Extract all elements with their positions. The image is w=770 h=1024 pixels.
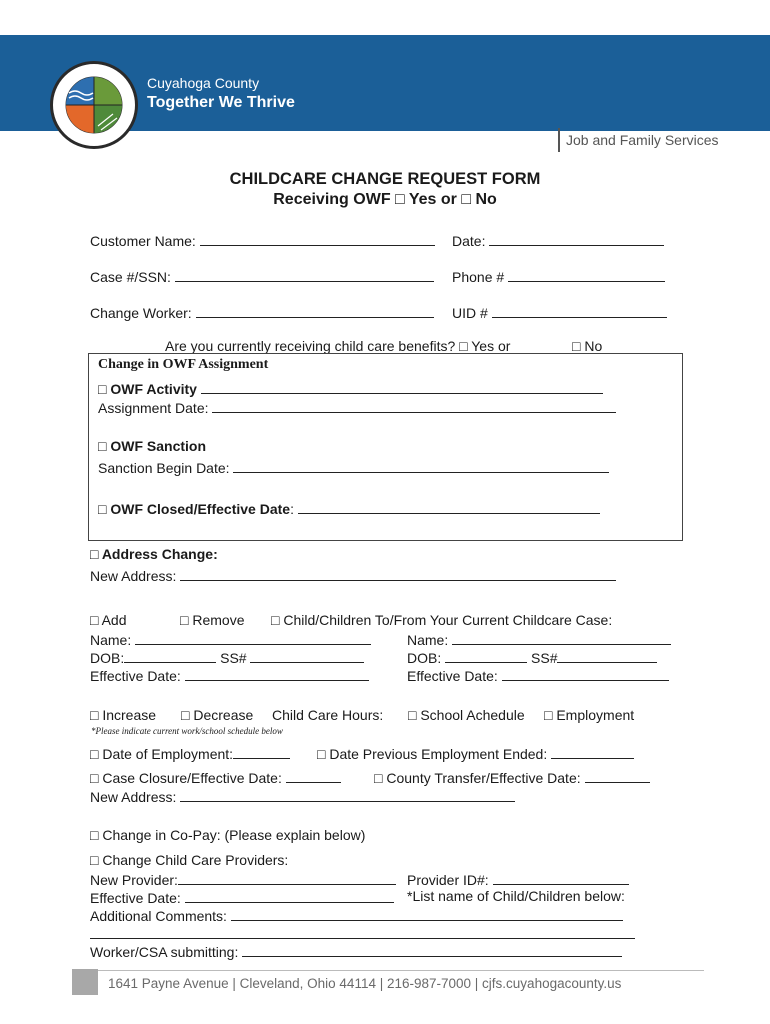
change-providers-checkbox[interactable]: □ Change Child Care Providers: bbox=[90, 852, 289, 868]
county-transfer-checkbox[interactable]: □ County Transfer/Effective Date: bbox=[374, 770, 581, 786]
new-address-2-row bbox=[90, 787, 515, 805]
assignment-date-field[interactable] bbox=[212, 398, 616, 413]
customer-name-label: Customer Name: bbox=[90, 233, 196, 249]
child2-name-field[interactable] bbox=[452, 630, 671, 645]
provider-effective-label: Effective Date: bbox=[90, 890, 181, 906]
child2-name-label: Name: bbox=[407, 632, 449, 648]
child1-name-row bbox=[90, 630, 371, 648]
prev-employment-row bbox=[317, 744, 634, 762]
new-provider-row bbox=[90, 870, 396, 888]
county-name: Cuyahoga County bbox=[147, 75, 260, 91]
comments-label: Additional Comments: bbox=[90, 908, 227, 924]
child1-effective-row bbox=[90, 666, 369, 684]
county-transfer-row bbox=[374, 768, 650, 786]
uid-label: UID # bbox=[452, 305, 488, 321]
provider-id-label: Provider ID#: bbox=[407, 872, 489, 888]
owf-closed-checkbox[interactable]: □ OWF Closed/Effective Date bbox=[98, 501, 291, 517]
owf-sanction-checkbox[interactable]: □ OWF Sanction bbox=[98, 438, 207, 454]
date-field[interactable] bbox=[489, 231, 664, 246]
child1-dob-row bbox=[90, 648, 364, 666]
change-worker-field[interactable] bbox=[196, 303, 434, 318]
owf-activity-checkbox[interactable]: □ OWF Activity bbox=[98, 381, 197, 397]
date-employment-row bbox=[90, 744, 290, 762]
child2-effective-label: Effective Date: bbox=[407, 668, 498, 684]
new-address-field[interactable] bbox=[180, 566, 616, 581]
child1-ss-label: SS# bbox=[220, 650, 247, 666]
date-label: Date: bbox=[452, 233, 486, 249]
new-provider-field[interactable] bbox=[178, 870, 396, 885]
child2-dob-field[interactable] bbox=[445, 648, 527, 663]
uid-field[interactable] bbox=[492, 303, 667, 318]
new-address-row bbox=[90, 566, 616, 584]
case-closure-row bbox=[90, 768, 341, 786]
school-schedule-checkbox[interactable]: □ School Achedule bbox=[408, 707, 525, 723]
children-description: □ Child/Children To/From Your Current Childcare Case: bbox=[271, 612, 613, 628]
new-address-2-field[interactable] bbox=[180, 787, 515, 802]
case-ssn-row bbox=[90, 267, 434, 285]
sanction-begin-label: Sanction Begin Date: bbox=[98, 460, 230, 476]
child1-effective-label: Effective Date: bbox=[90, 668, 181, 684]
provider-id-row bbox=[407, 870, 629, 888]
footer-rule bbox=[98, 970, 704, 971]
case-closure-field[interactable] bbox=[286, 768, 341, 783]
copay-checkbox[interactable]: □ Change in Co-Pay: (Please explain below) bbox=[90, 827, 366, 843]
child2-ss-field[interactable] bbox=[557, 648, 657, 663]
owf-section-heading: Change in OWF Assignment bbox=[98, 357, 269, 372]
remove-checkbox[interactable]: □ Remove bbox=[180, 612, 245, 628]
prev-employment-checkbox[interactable]: □ Date Previous Employment Ended: bbox=[317, 746, 548, 762]
date-row bbox=[452, 231, 664, 249]
child2-dob-row bbox=[407, 648, 657, 666]
owf-closed-row bbox=[98, 499, 600, 517]
child1-dob-label: DOB: bbox=[90, 650, 125, 666]
footer-marker bbox=[72, 969, 98, 995]
comments-row bbox=[90, 906, 623, 924]
change-worker-row bbox=[90, 303, 434, 321]
owf-closed-field[interactable] bbox=[298, 499, 600, 514]
provider-effective-row bbox=[90, 888, 394, 906]
child2-dob-label: DOB: bbox=[407, 650, 442, 666]
child1-dob-field[interactable] bbox=[124, 648, 216, 663]
child1-name-label: Name: bbox=[90, 632, 132, 648]
phone-field[interactable] bbox=[508, 267, 665, 282]
child2-effective-field[interactable] bbox=[502, 666, 669, 681]
schedule-note: *Please indicate current work/school schedule below bbox=[91, 726, 283, 736]
child2-ss-label: SS# bbox=[531, 650, 558, 666]
change-worker-label: Change Worker: bbox=[90, 305, 192, 321]
new-address-2-label: New Address: bbox=[90, 789, 177, 805]
increase-checkbox[interactable]: □ Increase bbox=[90, 707, 157, 723]
prev-employment-field[interactable] bbox=[551, 744, 634, 759]
list-children-label: *List name of Child/Children below: bbox=[407, 888, 625, 904]
comments-field[interactable] bbox=[231, 906, 623, 921]
comments-line-2 bbox=[90, 924, 635, 942]
form-title: CHILDCARE CHANGE REQUEST FORM bbox=[229, 170, 541, 188]
worker-submitting-field[interactable] bbox=[242, 942, 622, 957]
assignment-date-row bbox=[98, 398, 616, 416]
child1-effective-field[interactable] bbox=[185, 666, 369, 681]
child1-name-field[interactable] bbox=[135, 630, 371, 645]
provider-effective-field[interactable] bbox=[185, 888, 394, 903]
decrease-checkbox[interactable]: □ Decrease bbox=[181, 707, 254, 723]
owf-activity-field[interactable] bbox=[201, 379, 603, 394]
case-closure-checkbox[interactable]: □ Case Closure/Effective Date: bbox=[90, 770, 282, 786]
sanction-begin-row bbox=[98, 458, 609, 476]
child-care-hours-label: Child Care Hours: bbox=[272, 707, 384, 723]
footer-contact: 1641 Payne Avenue | Cleveland, Ohio 44114 | 216-987-7000 | cjfs.cuyahogacounty.us bbox=[108, 976, 622, 991]
customer-name-row bbox=[90, 231, 435, 249]
comments-field-2[interactable] bbox=[90, 924, 635, 939]
date-employment-checkbox[interactable]: □ Date of Employment: bbox=[90, 746, 234, 762]
phone-label: Phone # bbox=[452, 269, 505, 285]
sanction-begin-field[interactable] bbox=[233, 458, 609, 473]
address-change-checkbox[interactable]: □ Address Change: bbox=[90, 546, 218, 562]
assignment-date-label: Assignment Date: bbox=[98, 400, 209, 416]
county-transfer-field[interactable] bbox=[585, 768, 650, 783]
owf-activity-row bbox=[98, 379, 603, 397]
case-ssn-label: Case #/SSN: bbox=[90, 269, 171, 285]
case-ssn-field[interactable] bbox=[175, 267, 434, 282]
form-subtitle: Receiving OWF □ Yes or □ No bbox=[273, 191, 497, 208]
new-provider-label: New Provider: bbox=[90, 872, 178, 888]
owf-closed-colon: : bbox=[290, 501, 294, 517]
provider-id-field[interactable] bbox=[493, 870, 629, 885]
new-address-label: New Address: bbox=[90, 568, 177, 584]
child2-effective-row bbox=[407, 666, 669, 684]
customer-name-field[interactable] bbox=[200, 231, 435, 246]
date-employment-field[interactable] bbox=[233, 744, 290, 759]
uid-row bbox=[452, 303, 667, 321]
child1-ss-field[interactable] bbox=[250, 648, 364, 663]
benefits-no-checkbox[interactable]: □ No bbox=[572, 338, 603, 354]
benefits-question[interactable]: Are you currently receiving child care benefits? □ Yes or bbox=[165, 338, 511, 354]
employment-checkbox[interactable]: □ Employment bbox=[544, 707, 635, 723]
county-tagline: Together We Thrive bbox=[147, 94, 295, 111]
worker-submitting-row bbox=[90, 942, 622, 960]
department-name: Job and Family Services bbox=[566, 132, 719, 148]
worker-submitting-label: Worker/CSA submitting: bbox=[90, 944, 239, 960]
department-divider bbox=[558, 128, 560, 152]
add-checkbox[interactable]: □ Add bbox=[90, 612, 127, 628]
county-seal-logo bbox=[50, 61, 138, 149]
phone-row bbox=[452, 267, 665, 285]
child2-name-row bbox=[407, 630, 671, 648]
